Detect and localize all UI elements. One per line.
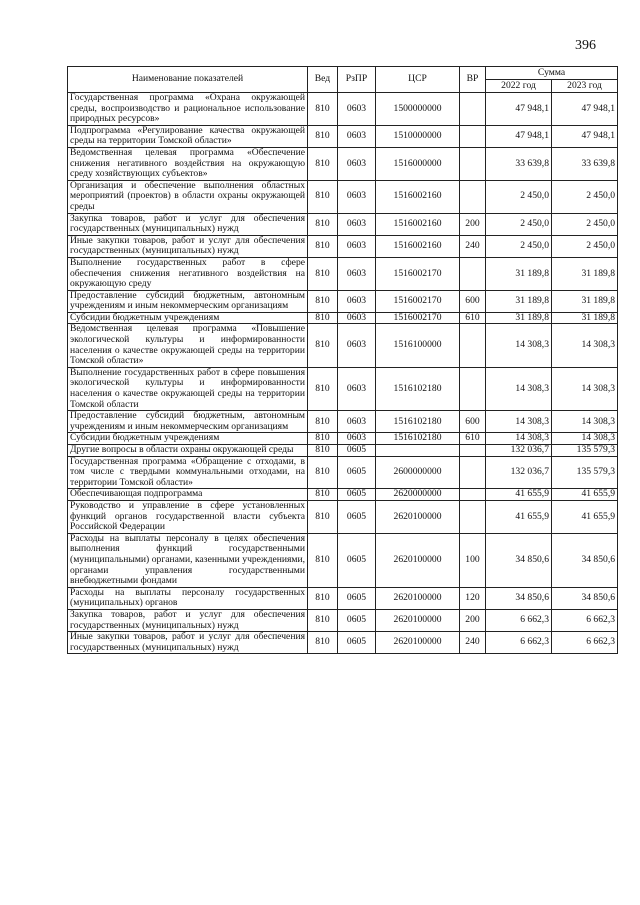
- table-row: [68, 93, 618, 126]
- budget-table: [67, 66, 618, 654]
- row-name: Субсидии бюджетным учреждениям: [68, 312, 308, 324]
- row-ved: 810: [308, 587, 338, 609]
- row-name: Иные закупки товаров, работ и услуг для обеспечения государственных (муниципальных) нужд: [68, 632, 308, 654]
- row-csr: 1516002160: [376, 213, 460, 235]
- row-rzpr: 0603: [338, 324, 376, 367]
- row-sum-2022: 132 036,7: [486, 445, 552, 457]
- row-sum-2022: 47 948,1: [486, 93, 552, 126]
- row-csr: 2620100000: [376, 632, 460, 654]
- row-sum-2022: 2 450,0: [486, 235, 552, 257]
- row-sum-2023: 47 948,1: [552, 93, 618, 126]
- row-csr: 2620100000: [376, 609, 460, 631]
- row-sum-2023: 41 655,9: [552, 500, 618, 533]
- row-ved: 810: [308, 213, 338, 235]
- row-sum-2022: 2 450,0: [486, 213, 552, 235]
- header-sum: Сумма: [486, 67, 618, 80]
- row-name: Ведомственная целевая программа «Обеспечение снижения негативного воздействия на окружающую среду хозяйствующих субъектов»: [68, 147, 308, 180]
- row-sum-2023: 6 662,3: [552, 609, 618, 631]
- row-rzpr: 0603: [338, 290, 376, 312]
- table-row: [68, 445, 618, 457]
- row-csr: 1500000000: [376, 93, 460, 126]
- row-ved: 810: [308, 433, 338, 445]
- row-name: Организация и обеспечение выполнения областных мероприятий (проектов) в области охраны окружающей среды: [68, 180, 308, 213]
- row-vr: [460, 324, 486, 367]
- row-csr: 1516102180: [376, 367, 460, 410]
- row-vr: [460, 456, 486, 489]
- row-sum-2022: 31 189,8: [486, 290, 552, 312]
- row-sum-2022: 14 308,3: [486, 411, 552, 433]
- row-name: Выполнение государственных работ в сфере повышения экологической культуры и информированности населения о качестве окружающей среды на территории Томской области: [68, 367, 308, 410]
- row-rzpr: 0603: [338, 411, 376, 433]
- table-row: [68, 324, 618, 367]
- row-rzpr: 0605: [338, 632, 376, 654]
- row-name: Закупка товаров, работ и услуг для обеспечения государственных (муниципальных) нужд: [68, 609, 308, 631]
- row-ved: 810: [308, 632, 338, 654]
- header-rzpr: РзПР: [338, 67, 376, 93]
- row-sum-2023: 34 850,6: [552, 533, 618, 587]
- row-sum-2023: 31 189,8: [552, 312, 618, 324]
- table-row: [68, 533, 618, 587]
- table-row: [68, 367, 618, 410]
- header-vr: ВР: [460, 67, 486, 93]
- row-sum-2022: 41 655,9: [486, 500, 552, 533]
- row-sum-2023: 2 450,0: [552, 180, 618, 213]
- table-row: [68, 312, 618, 324]
- row-vr: 100: [460, 533, 486, 587]
- row-ved: 810: [308, 257, 338, 290]
- row-sum-2023: 34 850,6: [552, 587, 618, 609]
- row-name: Субсидии бюджетным учреждениям: [68, 433, 308, 445]
- row-vr: 240: [460, 235, 486, 257]
- row-csr: 1516000000: [376, 147, 460, 180]
- row-name: Государственная программа «Охрана окружающей среды, воспроизводство и рациональное использование природных ресурсов»: [68, 93, 308, 126]
- table-row: [68, 632, 618, 654]
- row-csr: [376, 445, 460, 457]
- row-vr: [460, 367, 486, 410]
- row-sum-2022: 6 662,3: [486, 609, 552, 631]
- row-ved: 810: [308, 93, 338, 126]
- row-ved: 810: [308, 180, 338, 213]
- row-rzpr: 0603: [338, 433, 376, 445]
- row-rzpr: 0605: [338, 587, 376, 609]
- row-sum-2022: 41 655,9: [486, 489, 552, 501]
- row-sum-2023: 14 308,3: [552, 367, 618, 410]
- table-row: [68, 609, 618, 631]
- row-ved: 810: [308, 445, 338, 457]
- row-sum-2022: 14 308,3: [486, 433, 552, 445]
- row-name: Государственная программа «Обращение с отходами, в том числе с твердыми коммунальными отходами, на территории Томской области»: [68, 456, 308, 489]
- row-csr: 1516102180: [376, 411, 460, 433]
- row-sum-2022: 31 189,8: [486, 312, 552, 324]
- row-csr: 1516102180: [376, 433, 460, 445]
- row-sum-2022: 14 308,3: [486, 367, 552, 410]
- row-ved: 810: [308, 500, 338, 533]
- row-csr: 2620100000: [376, 533, 460, 587]
- row-sum-2022: 34 850,6: [486, 533, 552, 587]
- row-ved: 810: [308, 456, 338, 489]
- row-sum-2023: 14 308,3: [552, 433, 618, 445]
- row-csr: 2620000000: [376, 489, 460, 501]
- row-vr: 200: [460, 609, 486, 631]
- table-row: [68, 147, 618, 180]
- row-sum-2023: 2 450,0: [552, 235, 618, 257]
- row-ved: 810: [308, 324, 338, 367]
- row-sum-2023: 14 308,3: [552, 324, 618, 367]
- row-vr: [460, 489, 486, 501]
- table-row: [68, 125, 618, 147]
- table-row: [68, 489, 618, 501]
- row-rzpr: 0603: [338, 180, 376, 213]
- row-name: Иные закупки товаров, работ и услуг для обеспечения государственных (муниципальных) нужд: [68, 235, 308, 257]
- row-sum-2023: 31 189,8: [552, 290, 618, 312]
- table-row: [68, 257, 618, 290]
- row-vr: [460, 500, 486, 533]
- table-row: [68, 213, 618, 235]
- row-vr: [460, 445, 486, 457]
- row-rzpr: 0603: [338, 235, 376, 257]
- header-ved: Вед: [308, 67, 338, 93]
- row-sum-2022: 47 948,1: [486, 125, 552, 147]
- row-ved: 810: [308, 125, 338, 147]
- row-csr: 1516002170: [376, 290, 460, 312]
- row-rzpr: 0605: [338, 456, 376, 489]
- row-sum-2022: 6 662,3: [486, 632, 552, 654]
- row-sum-2023: 14 308,3: [552, 411, 618, 433]
- row-sum-2022: 14 308,3: [486, 324, 552, 367]
- row-csr: 1516002170: [376, 312, 460, 324]
- row-name: Расходы на выплаты персоналу государственных (муниципальных) органов: [68, 587, 308, 609]
- row-vr: [460, 180, 486, 213]
- row-name: Ведомственная целевая программа «Повышение экологической культуры и информированности населения о качестве окружающей среды на территории Томской области»: [68, 324, 308, 367]
- row-ved: 810: [308, 147, 338, 180]
- row-vr: [460, 93, 486, 126]
- table-row: [68, 433, 618, 445]
- table-row: [68, 411, 618, 433]
- row-rzpr: 0605: [338, 489, 376, 501]
- row-sum-2022: 34 850,6: [486, 587, 552, 609]
- row-name: Другие вопросы в области охраны окружающей среды: [68, 445, 308, 457]
- row-vr: 240: [460, 632, 486, 654]
- table-row: [68, 587, 618, 609]
- row-name: Предоставление субсидий бюджетным, автономным учреждениям и иным некоммерческим организациям: [68, 290, 308, 312]
- row-ved: 810: [308, 533, 338, 587]
- table-row: [68, 180, 618, 213]
- row-sum-2023: 2 450,0: [552, 213, 618, 235]
- row-csr: 2600000000: [376, 456, 460, 489]
- header-csr: ЦСР: [376, 67, 460, 93]
- row-vr: [460, 147, 486, 180]
- row-csr: 1510000000: [376, 125, 460, 147]
- row-sum-2023: 135 579,3: [552, 445, 618, 457]
- row-sum-2023: 41 655,9: [552, 489, 618, 501]
- row-name: Выполнение государственных работ в сфере обеспечения снижения негативного воздействия на окружающую среду: [68, 257, 308, 290]
- row-ved: 810: [308, 609, 338, 631]
- row-vr: 600: [460, 411, 486, 433]
- row-name: Руководство и управление в сфере установленных функций органов государственной власти субъекта Российской Федерации: [68, 500, 308, 533]
- page-number: 396: [575, 38, 596, 53]
- row-sum-2022: 2 450,0: [486, 180, 552, 213]
- row-sum-2023: 135 579,3: [552, 456, 618, 489]
- row-rzpr: 0605: [338, 533, 376, 587]
- row-name: Предоставление субсидий бюджетным, автономным учреждениям и иным некоммерческим организациям: [68, 411, 308, 433]
- row-ved: 810: [308, 312, 338, 324]
- row-vr: 610: [460, 312, 486, 324]
- table-row: [68, 235, 618, 257]
- table-row: [68, 290, 618, 312]
- row-csr: 1516002160: [376, 180, 460, 213]
- row-ved: 810: [308, 411, 338, 433]
- row-rzpr: 0603: [338, 367, 376, 410]
- row-rzpr: 0603: [338, 125, 376, 147]
- row-sum-2023: 31 189,8: [552, 257, 618, 290]
- header-name: Наименование показателей: [68, 67, 308, 93]
- row-rzpr: 0603: [338, 147, 376, 180]
- row-ved: 810: [308, 290, 338, 312]
- header-year-2022: 2022 год: [486, 80, 552, 93]
- row-rzpr: 0605: [338, 609, 376, 631]
- row-csr: 1516100000: [376, 324, 460, 367]
- table-body: [68, 93, 618, 654]
- row-csr: 2620100000: [376, 500, 460, 533]
- row-sum-2022: 31 189,8: [486, 257, 552, 290]
- row-sum-2023: 33 639,8: [552, 147, 618, 180]
- row-vr: 610: [460, 433, 486, 445]
- table-row: [68, 500, 618, 533]
- row-vr: [460, 125, 486, 147]
- row-rzpr: 0603: [338, 257, 376, 290]
- row-rzpr: 0603: [338, 93, 376, 126]
- row-rzpr: 0603: [338, 213, 376, 235]
- row-csr: 2620100000: [376, 587, 460, 609]
- row-csr: 1516002160: [376, 235, 460, 257]
- row-vr: 600: [460, 290, 486, 312]
- row-name: Обеспечивающая подпрограмма: [68, 489, 308, 501]
- row-ved: 810: [308, 235, 338, 257]
- row-ved: 810: [308, 367, 338, 410]
- header-year-2023: 2023 год: [552, 80, 618, 93]
- row-sum-2022: 132 036,7: [486, 456, 552, 489]
- row-sum-2023: 6 662,3: [552, 632, 618, 654]
- table-row: [68, 456, 618, 489]
- row-ved: 810: [308, 489, 338, 501]
- row-rzpr: 0603: [338, 312, 376, 324]
- row-rzpr: 0605: [338, 445, 376, 457]
- row-vr: 200: [460, 213, 486, 235]
- row-vr: [460, 257, 486, 290]
- row-name: Подпрограмма «Регулирование качества окружающей среды на территории Томской области»: [68, 125, 308, 147]
- row-name: Закупка товаров, работ и услуг для обеспечения государственных (муниципальных) нужд: [68, 213, 308, 235]
- row-sum-2022: 33 639,8: [486, 147, 552, 180]
- table-header: [68, 67, 618, 93]
- row-rzpr: 0605: [338, 500, 376, 533]
- row-csr: 1516002170: [376, 257, 460, 290]
- row-name: Расходы на выплаты персоналу в целях обеспечения выполнения функций государственными (муниципальными) органами, казенными учреждениями, органами управления государственными внебюджетными фондами: [68, 533, 308, 587]
- row-sum-2023: 47 948,1: [552, 125, 618, 147]
- row-vr: 120: [460, 587, 486, 609]
